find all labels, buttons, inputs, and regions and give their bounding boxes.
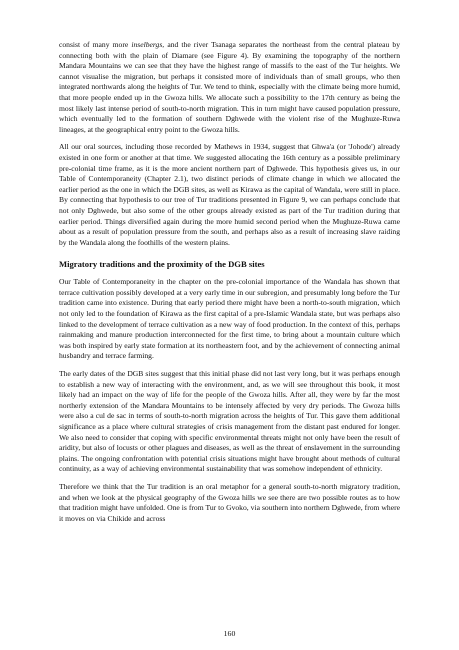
section-heading: Migratory traditions and the proximity of the DGB sites: [59, 259, 265, 270]
page-number: 160: [223, 629, 236, 638]
paragraph-text: and the river Tsanaga separates the northeast from the central plateau by connecting both with the plain of Diamare (see Figure 4). By examining the topography of the northern Mandara Mountains we can see that they have the highest range of massifs to the east of the Tur heights. We cannot visualise the migration, but perhaps it consisted more of individuals than of small groups, who then integrated northwards along the heights of Tur. We tend to think, especially with the climate being more humid, that more people ended up in the Gwoza hills. We allocate such a possibility to the 17th century as being the most likely last intense period of south-to-north migration. This in turn might have caused population pressure, which eventually led to the formation of southern Dghwede with the violent rise of the Mughuze-Ruwa lineages, at the geographical entry point to the Gwoza hills.: [59, 40, 400, 134]
body-paragraph-1: [59, 40, 400, 135]
italic-term: inselbergs,: [131, 40, 165, 49]
paragraph-text: All our oral sources, including those recorded by Mathews in 1934, suggest that Ghwa'a (or 'Johode') already existed in one form or another at that time. We suggested allocating the 16th century as a possible preliminary pre-colonial time frame, as it is the more ancient northern part of Dghwede. This hypothesis gives us, in our Table of Contemporaneity (Chapter 2.1), two distinct periods of climate change in which we allocated the earlier period as the one in which the DGB sites, as well as Kirawa as the capital of Wandala, were still in place. By connecting that hypothesis to our tree of Tur traditions presented in Figure 9, we can perhaps conclude that not only Dghwede, but also some of the other groups already existed as part of the Tur tradition during that earlier period. Things diversified again during the more humid second period when the Mughuze-Ruwa came about as a result of population pressure from the south, and perhaps also as a result of increasing slave raiding by the Wandala along the foothills of the western plains.: [59, 142, 400, 247]
body-paragraph-2: [59, 142, 400, 248]
body-paragraph-3: Our Table of Contemporaneity in the chapter on the pre-colonial importance of the Wandala has shown that terrace cultivation possibly developed at a very early time in our subregion, and presumably long before the Tur tradition came into existence. During that early period there might have been a north-to-south migration, which not only led to the foundation of Kirawa as the first capital of a pre-Islamic Wandala state, but was perhaps also linked to the development of terrace cultivation as a new way of food production. In the context of this, perhaps rainmaking and manure production interconnected for the first time, to bring about a mountain culture which was both inspired by early state formation at its northeastern foot, and by the achievement of connecting animal husbandry and terrace farming.: [59, 277, 400, 361]
body-paragraph-4: The early dates of the DGB sites suggest that this initial phase did not last very long, but it was perhaps enough to establish a new way of interacting with the environment, and, as we will see throughout this book, it most likely had an impact on the way of life for the people of the Gwoza hills. After all, they were by far the most northerly extension of the Mandara Mountains to be intensely affected by very dry periods. The Gwoza hills were also a cul de sac in terms of south-to-north migration across the heights of Tur. This gave them additional significance as a place where cultural strategies of crisis management from the distant past endured for longer. We also need to consider that coping with specific environmental threats might not only have been the result of aridity, but also of locusts or other plagues and diseases, as well as the threat of enslavement in the surrounding plains. The ongoing confrontation with potential crisis situations might have brought about methods of cultural continuity, as a way of achieving environmental sustainability that was somehow independent of ethnicity.: [59, 369, 400, 474]
body-paragraph-5: Therefore we think that the Tur tradition is an oral metaphor for a general south-to-north migratory tradition, and when we look at the physical geography of the Gwoza hills we see there are two possible routes as to how that tradition might have unfolded. One is from Tur to Gvoko, via southern into northern Dghwede, from where it moves on via Chikide and across: [59, 481, 400, 523]
paragraph-text: consist of many more: [59, 40, 132, 49]
